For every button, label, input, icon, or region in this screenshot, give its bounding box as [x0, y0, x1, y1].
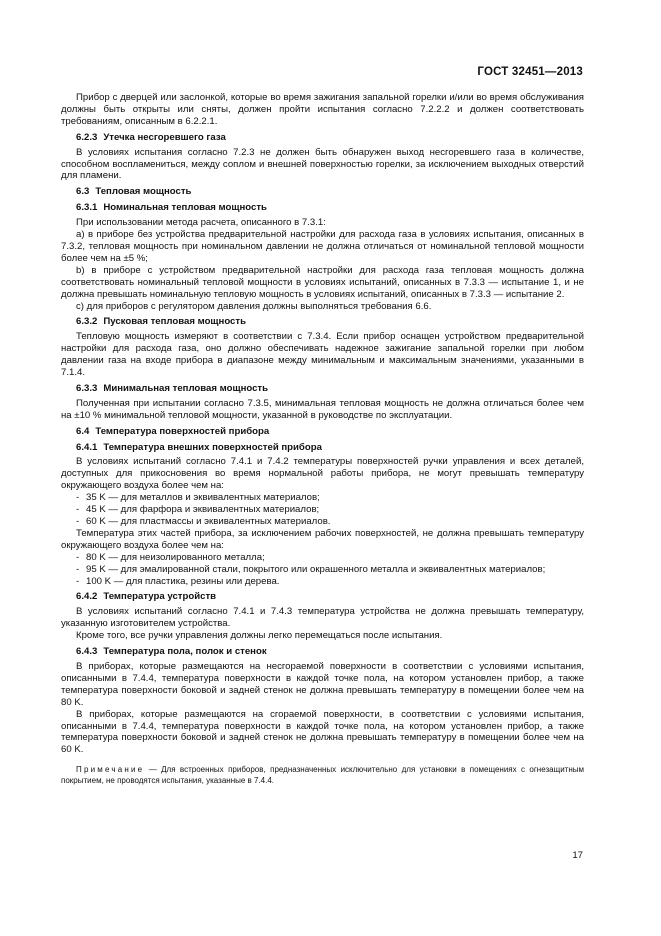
list-item: [76, 552, 584, 564]
section-title: Пусковая тепловая мощность: [103, 316, 246, 328]
section-heading: [76, 383, 584, 395]
section-title: Тепловая мощность: [95, 186, 192, 198]
list-item-text: 95 K — для эмалированной стали, покрытого или окрашенного металла и эквивалентных материалов;: [86, 563, 546, 575]
section-title: Температура пола, полок и стенок: [103, 646, 267, 658]
paragraph: a) в приборе без устройства предварительной настройки для расхода газа в условиях испытания, описанных в 7.3.2, тепловая мощность при номинальном давлении не должна отличаться от номинальной тепловой мощности более чем на ±5 %;: [61, 229, 584, 264]
list-item: [76, 564, 584, 576]
section-title: Номинальная тепловая мощность: [103, 202, 267, 214]
section-number: 6.3.2: [76, 316, 98, 328]
section-number: 6.4.1: [76, 441, 98, 453]
section-heading: [76, 316, 584, 328]
paragraph: При использовании метода расчета, описанного в 7.3.1:: [76, 217, 326, 229]
section-number: 6.4.3: [76, 646, 98, 658]
list-item-text: 45 K — для фарфора и эквивалентных материалов;: [86, 504, 320, 516]
list-item-text: 60 K — для пластмассы и эквивалентных материалов.: [86, 516, 331, 527]
paragraph: В условиях испытаний согласно 7.4.1 и 7.4.3 температура устройства не должна превышать температуру, указанную изготовителем устройства.: [61, 606, 584, 630]
standard-code: ГОСТ 32451—2013: [477, 66, 583, 78]
section-number: 6.4.2: [76, 591, 98, 603]
list-item-text: 35 K — для металлов и эквивалентных материалов;: [86, 492, 320, 504]
list-item: [76, 516, 584, 528]
document-body: [61, 92, 584, 786]
list-item-text: 100 K — для пластика, резины или дерева.: [86, 575, 280, 587]
section-title: Температура поверхностей прибора: [95, 425, 270, 437]
list-item: [76, 492, 584, 504]
section-heading: [76, 646, 584, 658]
section-heading: [76, 442, 584, 454]
list-bullet: -: [76, 575, 80, 587]
section-heading: [76, 132, 584, 144]
section-number: 6.3: [76, 186, 90, 198]
list-bullet: -: [76, 492, 80, 504]
section-title: Минимальная тепловая мощность: [103, 382, 269, 394]
paragraph: Температура этих частей прибора, за исключением рабочих поверхностей, не должна превышать температуру окружающего воздуха более чем на:: [61, 527, 584, 551]
paragraph: Кроме того, все ручки управления должны легко перемещаться после испытания.: [76, 630, 443, 642]
section-number: 6.4: [76, 425, 90, 437]
paragraph: b) в приборе с устройством предварительной настройки для расхода газа тепловая мощность должна соответствовать номинальный тепловой мощности в условиях испытаний, описанных в 7.3.3 — испытание 1, и не должна превышать номинальную тепловую мощность в условиях испытаний, описанных в 7.3.3 — испытание 2.: [61, 264, 584, 300]
paragraph: В приборах, которые размещаются на сгораемой поверхности, в соответствии с условиями испытания, описанными в 7.4.4, температура поверхности в каждой точке пола, на котором установлен прибор, а также температура поверхности боковой и задней стенок не должна превышать температуру в помещении более чем на 60 K.: [61, 708, 584, 756]
section-heading: [76, 186, 584, 198]
section-heading: [76, 426, 584, 438]
paragraph: В условиях испытаний согласно 7.4.1 и 7.4.2 температуры поверхностей ручки управления и всех деталей, доступных для прикосновения во время нормальной работы прибора, не могут превышать температуру окружающего воздуха более чем на:: [61, 456, 584, 492]
paragraph: В условиях испытания согласно 7.2.3 не должен быть обнаружен выход несгоревшего газа в количестве, способном воспламениться, между соплом и внешней поверхностью горелки, за исключением выходных отверстий для пламени.: [61, 146, 584, 182]
list-bullet: -: [76, 563, 80, 575]
section-title: Утечка несгоревшего газа: [103, 131, 226, 143]
section-title: Температура внешних поверхностей прибора: [103, 441, 322, 453]
section-title: Температура устройств: [103, 591, 217, 603]
paragraph: c) для приборов с регулятором давления должны выполняться требования 6.6.: [76, 300, 432, 312]
section-number: 6.2.3: [76, 131, 98, 143]
section-number: 6.3.3: [76, 382, 98, 394]
section-heading: [76, 591, 584, 603]
list-item: [76, 504, 584, 516]
paragraph: Тепловую мощность измеряют в соответствии с 7.3.4. Если прибор оснащен устройством предварительной настройки для расхода газа, оно должно обеспечивать надежное зажигание запальной горелки при любом давлении газа на входе прибора в диапазоне между минимальным и максимальным значениями, указанными в 7.1.4.: [61, 331, 584, 379]
page-number: 17: [572, 850, 583, 861]
list-bullet: -: [76, 551, 80, 563]
section-heading: [76, 202, 584, 214]
note-label: Примечание: [76, 765, 145, 775]
section-number: 6.3.1: [76, 202, 98, 214]
list-item-text: 80 K — для неизолированного металла;: [86, 551, 265, 563]
list-item: [76, 576, 584, 588]
paragraph: Прибор с дверцей или заслонкой, которые во время зажигания запальной горелки и/или во время обслуживания должны быть открыты или сняты, должен пройти испытания согласно 7.2.2.2 и должен соответствовать требованиям, описанным в 6.2.2.1.: [61, 92, 584, 127]
note: [61, 764, 584, 786]
paragraph: Полученная при испытании согласно 7.3.5, минимальная тепловая мощность не должна отличаться более чем на ±10 % минимальной тепловой мощности, указанной в руководстве по эксплуатации.: [61, 397, 584, 421]
list-bullet: -: [76, 516, 80, 527]
list-bullet: -: [76, 504, 80, 516]
note-text: — Для встроенных приборов, предназначенных исключительно для установки в помещениях с огнезащитным покрытием, не проводятся испытания, указанные в 7.4.4.: [61, 765, 584, 786]
paragraph: В приборах, которые размещаются на несгораемой поверхности в соответствии с условиями испытания, описанными в 7.4.4, температура поверхности в каждой точке пола, на котором установлен прибор, а также температура поверхности боковой и задней стенок не должна превышать температуру в помещении более чем на 80 K.: [61, 660, 584, 708]
